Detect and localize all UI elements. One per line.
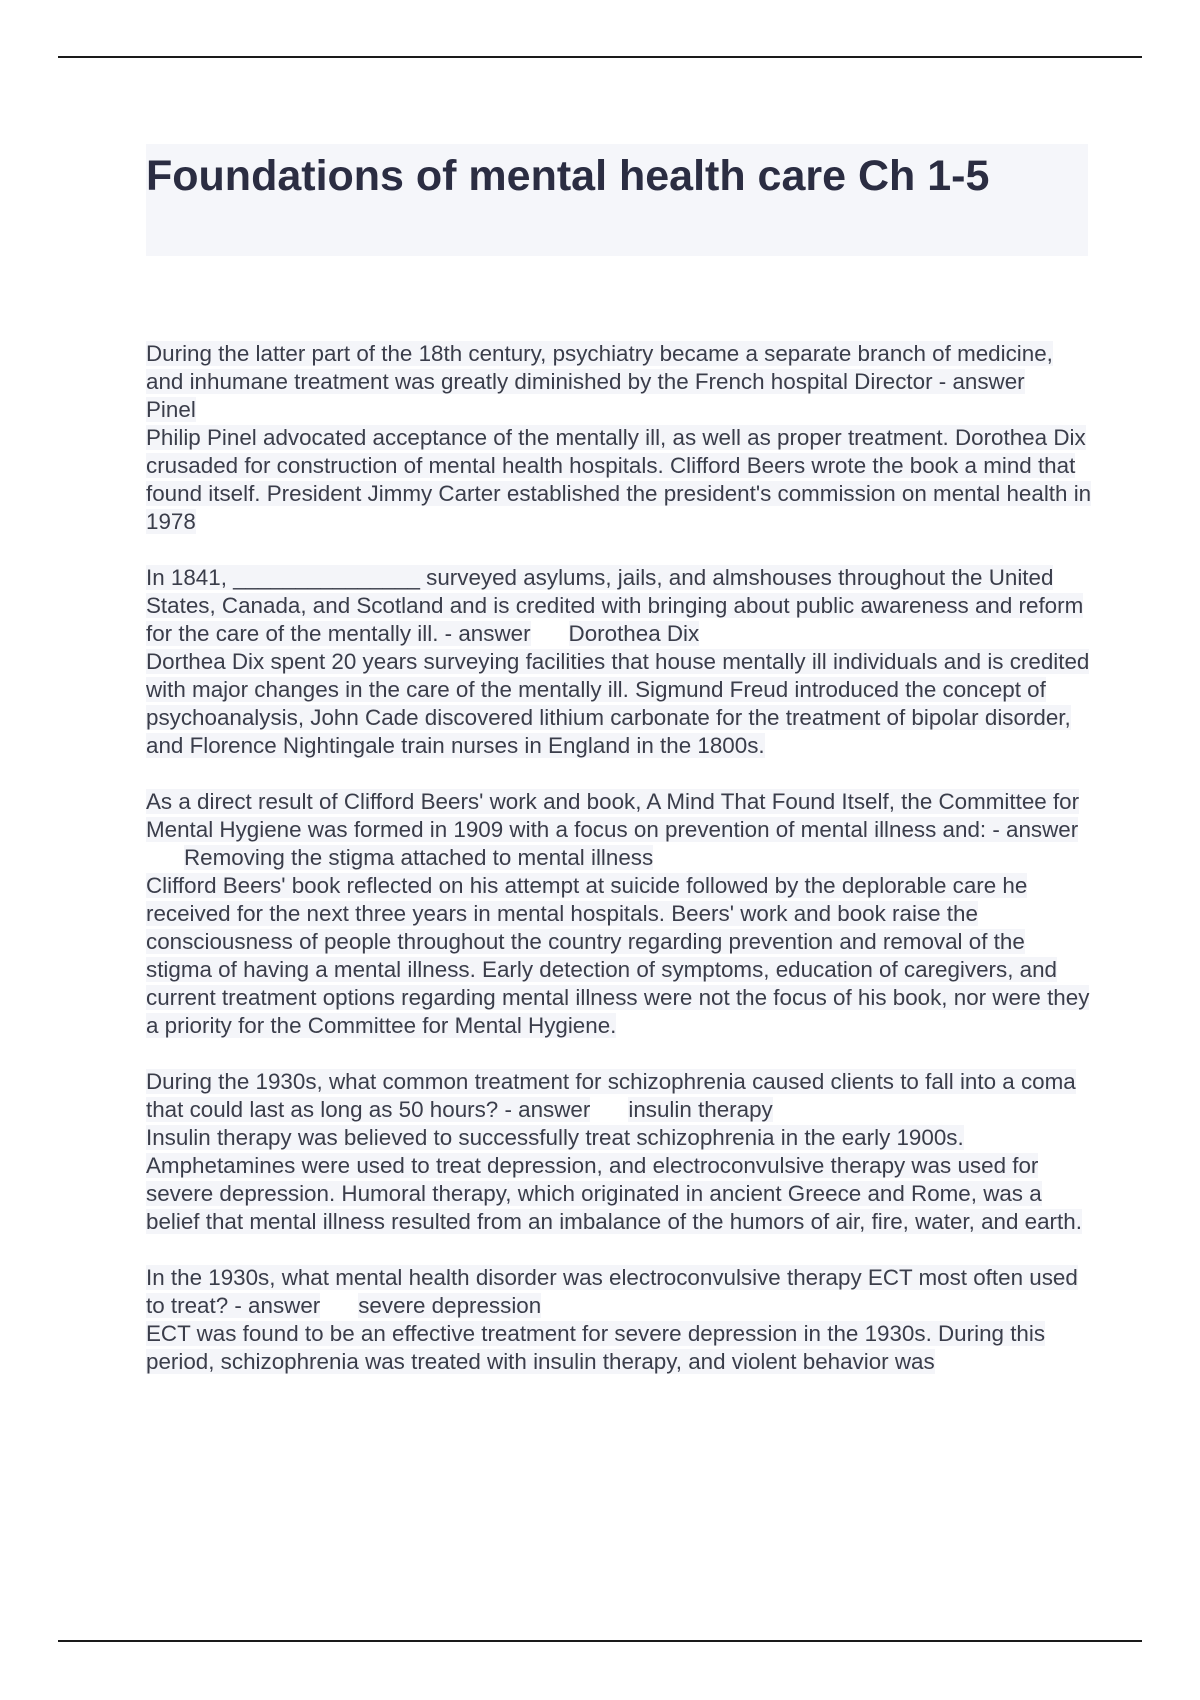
qa-answer: severe depression xyxy=(358,1293,542,1318)
qa-question: During the 1930s, what common treatment for schizophrenia caused clients to fall into a coma that could last as long as 50 hours? - answer xyxy=(146,1069,1076,1122)
document-body xyxy=(146,340,1096,1404)
qa-item xyxy=(146,564,1096,760)
qa-answer: insulin therapy xyxy=(628,1097,773,1122)
qa-rationale-line xyxy=(146,1124,1096,1236)
qa-question: During the latter part of the 18th century, psychiatry became a separate branch of medicine, and inhumane treatment was greatly diminished by the French hospital Director - answer xyxy=(146,341,1053,394)
qa-rationale: Philip Pinel advocated acceptance of the mentally ill, as well as proper treatment. Dorothea Dix crusaded for construction of mental health hospitals. Clifford Beers wrote the book a mind that found itself. President Jimmy Carter established the president's commission on mental health in 1978 xyxy=(146,425,1092,534)
qa-rationale-line xyxy=(146,872,1096,1040)
qa-rationale: Dorthea Dix spent 20 years surveying facilities that house mentally ill individuals and is credited with major changes in the care of the mentally ill. Sigmund Freud introduced the concept of psychoanalysis, John Cade discovered lithium carbonate for the treatment of bipolar disorder, and Florence Nightingale train nurses in England in the 1800s. xyxy=(146,649,1090,758)
qa-question: In 1841, _______________ surveyed asylums, jails, and almshouses throughout the United States, Canada, and Scotland and is credited with bringing about public awareness and reform for the care of the mentally ill. - answer xyxy=(146,565,1084,646)
qa-rationale-line xyxy=(146,424,1096,536)
qa-rationale: Insulin therapy was believed to successfully treat schizophrenia in the early 1900s. Amphetamines were used to treat depression, and electroconvulsive therapy was used for severe depression. Humoral therapy, which originated in ancient Greece and Rome, was a belief that mental illness resulted from an imbalance of the humors of air, fire, water, and earth. xyxy=(146,1125,1082,1234)
qa-item xyxy=(146,1068,1096,1236)
qa-answer: Removing the stigma attached to mental illness xyxy=(184,845,654,870)
qa-question-line xyxy=(146,788,1096,872)
qa-answer: Pinel xyxy=(146,397,196,422)
qa-question-line xyxy=(146,1068,1096,1124)
qa-rationale: Clifford Beers' book reflected on his attempt at suicide followed by the deplorable care he received for the next three years in mental hospitals. Beers' work and book raise the consciousness of people throughout the country regarding prevention and removal of the stigma of having a mental illness. Early detection of symptoms, education of caregivers, and current treatment options regarding mental illness were not the focus of his book, nor were they a priority for the Committee for Mental Hygiene. xyxy=(146,873,1090,1038)
qa-question: As a direct result of Clifford Beers' work and book, A Mind That Found Itself, the Committee for Mental Hygiene was formed in 1909 with a focus on prevention of mental illness and: - answer xyxy=(146,789,1080,842)
top-rule xyxy=(58,56,1142,58)
qa-question-line xyxy=(146,340,1096,424)
qa-item xyxy=(146,788,1096,1040)
qa-rationale-line xyxy=(146,1320,1096,1376)
qa-rationale: ECT was found to be an effective treatment for severe depression in the 1930s. During this period, schizophrenia was treated with insulin therapy, and violent behavior was xyxy=(146,1321,1046,1374)
qa-item xyxy=(146,340,1096,536)
qa-question: In the 1930s, what mental health disorder was electroconvulsive therapy ECT most often used to treat? - answer xyxy=(146,1265,1078,1318)
qa-question-line xyxy=(146,564,1096,648)
qa-item xyxy=(146,1264,1096,1376)
qa-answer: Dorothea Dix xyxy=(568,621,700,646)
document-title: Foundations of mental health care Ch 1-5 xyxy=(146,152,990,200)
title-box xyxy=(146,144,1088,256)
qa-question-line xyxy=(146,1264,1096,1320)
bottom-rule xyxy=(58,1640,1142,1642)
qa-rationale-line xyxy=(146,648,1096,760)
